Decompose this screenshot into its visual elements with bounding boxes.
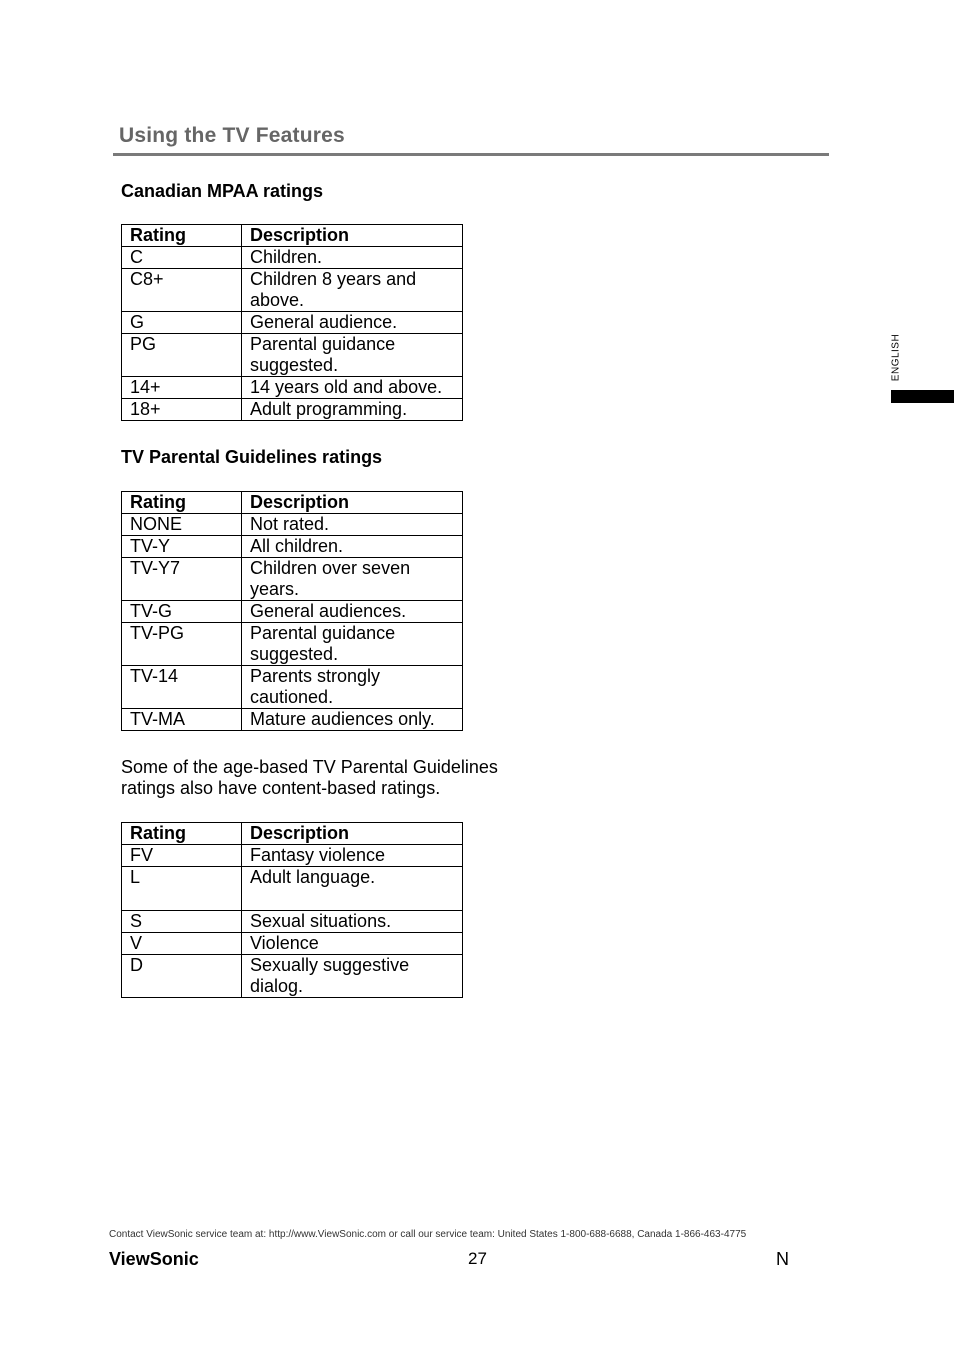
rating-cell: NONE: [122, 514, 242, 536]
rating-column-header: Rating: [122, 225, 242, 247]
rating-cell: PG: [122, 334, 242, 377]
table-row: [122, 601, 463, 623]
table-row: [122, 514, 463, 536]
table-row: [122, 709, 463, 731]
description-cell: Not rated.: [242, 514, 463, 536]
description-column-header: Description: [242, 225, 463, 247]
rating-cell: TV-MA: [122, 709, 242, 731]
table-row: [122, 933, 463, 955]
rating-cell: S: [122, 911, 242, 933]
description-cell: Fantasy violence: [242, 845, 463, 867]
table-row: [122, 558, 463, 601]
canadian-ratings-table: [121, 224, 463, 421]
description-cell: All children.: [242, 536, 463, 558]
rating-cell: TV-PG: [122, 623, 242, 666]
language-side-label: [888, 332, 904, 388]
rating-cell: TV-Y: [122, 536, 242, 558]
description-cell: Sexually suggestive dialog.: [242, 955, 463, 998]
table-row: [122, 334, 463, 377]
description-cell: General audiences.: [242, 601, 463, 623]
description-cell: General audience.: [242, 312, 463, 334]
title-divider: [113, 153, 829, 156]
table-row: [122, 867, 463, 911]
page-number: 27: [468, 1249, 487, 1268]
description-cell: Parents strongly cautioned.: [242, 666, 463, 709]
rating-cell: TV-G: [122, 601, 242, 623]
table-header-row: [122, 823, 463, 845]
rating-cell: C: [122, 247, 242, 269]
footer-brand: ViewSonic: [109, 1249, 199, 1269]
table-row: [122, 312, 463, 334]
description-cell: Adult programming.: [242, 399, 463, 421]
description-cell: 14 years old and above.: [242, 377, 463, 399]
description-cell: Sexual situations.: [242, 911, 463, 933]
rating-cell: V: [122, 933, 242, 955]
content-ratings-note: Some of the age-based TV Parental Guidelines ratings also have content-based ratings.: [121, 757, 498, 798]
description-cell: Children 8 years and above.: [242, 269, 463, 312]
table-row: [122, 399, 463, 421]
table-row: [122, 666, 463, 709]
description-cell: Children.: [242, 247, 463, 269]
table-row: [122, 536, 463, 558]
language-label-text: ENGLISH: [890, 333, 902, 382]
description-cell: Parental guidance suggested.: [242, 623, 463, 666]
rating-cell: G: [122, 312, 242, 334]
description-cell: Parental guidance suggested.: [242, 334, 463, 377]
description-column-header: Description: [242, 823, 463, 845]
rating-column-header: Rating: [122, 492, 242, 514]
rating-cell: TV-Y7: [122, 558, 242, 601]
rating-column-header: Rating: [122, 823, 242, 845]
table-row: [122, 845, 463, 867]
canadian-ratings-heading: Canadian MPAA ratings: [121, 181, 324, 201]
rating-cell: TV-14: [122, 666, 242, 709]
rating-cell: D: [122, 955, 242, 998]
table-row: [122, 955, 463, 998]
rating-cell: FV: [122, 845, 242, 867]
section-title: Using the TV Features: [119, 124, 345, 147]
description-cell: Adult language.: [242, 867, 463, 911]
rating-cell: 14+: [122, 377, 242, 399]
table-row: [122, 911, 463, 933]
rating-cell: L: [122, 867, 242, 911]
table-header-row: [122, 492, 463, 514]
tv-parental-ratings-table: [121, 491, 463, 731]
description-cell: Children over seven years.: [242, 558, 463, 601]
table-row: [122, 623, 463, 666]
language-tab-marker: [891, 390, 954, 403]
table-row: [122, 269, 463, 312]
table-row: [122, 247, 463, 269]
footer-contact-text: Contact ViewSonic service team at: http://www.ViewSonic.com or call our service team: United States 1-800-688-6688, Canada 1-866-463-4775: [109, 1229, 747, 1240]
page-suffix: N: [776, 1249, 789, 1269]
table-header-row: [122, 225, 463, 247]
tv-parental-ratings-heading: TV Parental Guidelines ratings: [121, 447, 383, 467]
description-cell: Mature audiences only.: [242, 709, 463, 731]
description-cell: Violence: [242, 933, 463, 955]
rating-cell: 18+: [122, 399, 242, 421]
content-ratings-table: [121, 822, 463, 998]
rating-cell: C8+: [122, 269, 242, 312]
table-row: [122, 377, 463, 399]
description-column-header: Description: [242, 492, 463, 514]
